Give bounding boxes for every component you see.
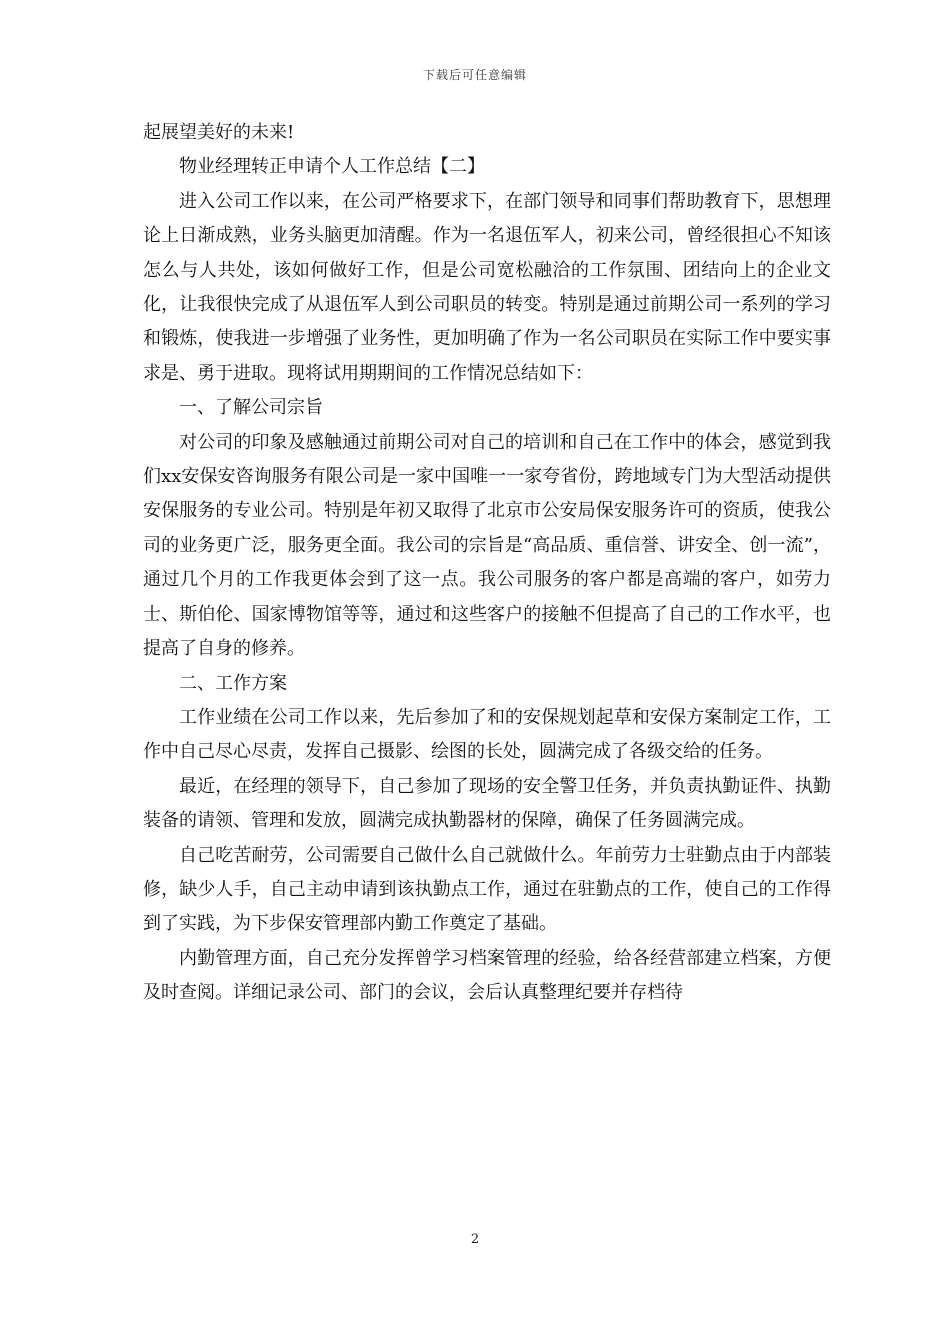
paragraph-work-performance: 工作业绩在公司工作以来，先后参加了和的安保规划起草和安保方案制定工作，工作中自己尽心尽责，发挥自己摄影、绘图的长处，圆满完成了各级交给的任务。 <box>143 706 831 763</box>
paragraph-internal-management: 内勤管理方面，自己充分发挥曾学习档案管理的经验，给各经营部建立档案，方便及时查阅。详细记录公司、部门的会议，会后认真整理纪要并存档待 <box>143 947 831 1004</box>
heading-work-plan: 二、工作方案 <box>179 672 287 694</box>
paragraph-continuation: 起展望美好的未来! <box>143 122 295 143</box>
heading-company-purpose: 一、了解公司宗旨 <box>179 397 323 419</box>
paragraph-company-purpose: 对公司的印象及感触通过前期公司对自己的培训和自己在工作中的体会，感觉到我们xx安保安咨询服务有限公司是一家中国唯一一家夸省份，跨地域专门为大型活动提供安保服务的专业公司。特别是年初又取得了北京市公安局保安服务许可的资质，使我公司的业务更广泛，服务更全面。我公司的宗旨是“高品质、重信誉、讲安全、创一流”，通过几个月的工作我更体会到了这一点。我公司服务的客户都是高端的客户，如劳力士、斯伯伦、国家博物馆等等，通过和这些客户的接触不但提高了自己的工作水平，也提高了自身的修养。 <box>143 431 831 660</box>
page-number: 2 <box>470 1232 480 1247</box>
document-body <box>143 116 831 1011</box>
page-header-note: 下载后可任意编辑 <box>422 68 527 82</box>
section-title: 物业经理转正申请个人工作总结【二】 <box>179 156 485 178</box>
paragraph-intro: 进入公司工作以来，在公司严格要求下，在部门领导和同事们帮助教育下，思想理论上日渐成熟，业务头脑更加清醒。作为一名退伍军人，初来公司，曾经很担心不知该怎么与人共处，该如何做好工作，但是公司宽松融洽的工作氛围、团结向上的企业文化，让我很快完成了从退伍军人到公司职员的转变。特别是通过前期公司一系列的学习和锻炼，使我进一步增强了业务性，更加明确了作为一名公司职员在实际工作中要实事求是、勇于进取。现将试用期期间的工作情况总结如下： <box>143 190 831 384</box>
paragraph-hard-work: 自己吃苦耐劳，公司需要自己做什么自己就做什么。年前劳力士驻勤点由于内部装修，缺少人手，自己主动申请到该执勤点工作，通过在驻勤点的工作，使自己的工作得到了实践，为下步保安管理部内勤工作奠定了基础。 <box>143 844 831 935</box>
paragraph-recent-tasks: 最近，在经理的领导下，自己参加了现场的安全警卫任务，并负责执勤证件、执勤装备的请领、管理和发放，圆满完成执勤器材的保障，确保了任务圆满完成。 <box>143 775 831 832</box>
